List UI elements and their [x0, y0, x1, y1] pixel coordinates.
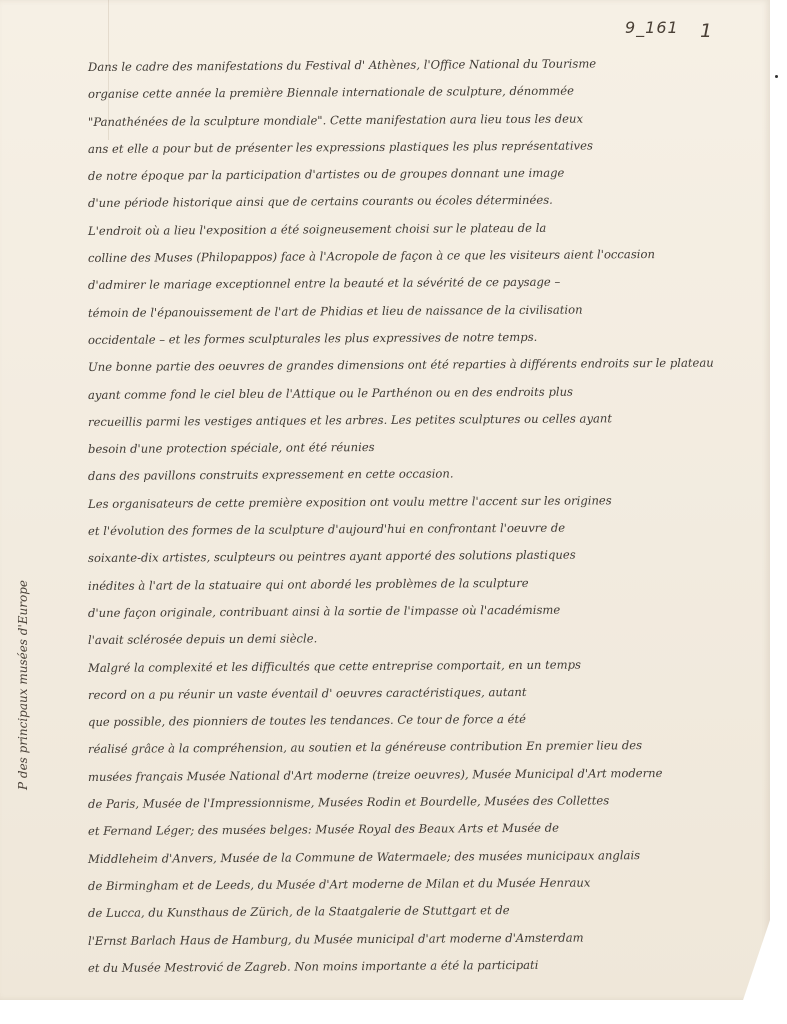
text-line: de notre époque par la participation d'artistes ou de groupes donnant une image [87, 165, 565, 184]
text-line: "Panathénées de la sculpture mondiale". Cette manifestation aura lieu tous les deux [87, 111, 584, 129]
text-line: réalisé grâce à la compréhension, au soutien et la généreuse contribution En premier lieu des [87, 738, 643, 757]
text-line: besoin d'une protection spéciale, ont été réunies [87, 440, 375, 457]
text-line: Les organisateurs de cette première exposition ont voulu mettre l'accent sur les origines [87, 493, 612, 511]
text-line: recueillis parmi les vestiges antiques et les arbres. Les petites sculptures ou celles ayant [87, 411, 613, 429]
text-line: et l'évolution des formes de la sculpture d'aujourd'hui en confrontant l'oeuvre de [87, 520, 566, 539]
text-line: d'une période historique ainsi que de certains courants ou écoles déterminées. [87, 193, 553, 211]
text-line: dans des pavillons construits expressement en cette occasion. [87, 466, 454, 484]
text-line: de Paris, Musée de l'Impressionnisme, Musées Rodin et Bourdelle, Musées des Collettes [87, 793, 610, 812]
text-line: organise cette année la première Biennale internationale de sculpture, dénommée [87, 83, 574, 102]
text-line: et du Musée Mestrović de Zagreb. Non moins importante a été la participati [87, 957, 539, 975]
text-line: l'avait sclérosée depuis un demi siècle. [87, 631, 318, 648]
text-line: d'une façon originale, contribuant ainsi à la sortie de l'impasse où l'académisme [87, 602, 561, 620]
text-line: L'endroit où a lieu l'exposition a été soigneusement choisi sur le plateau de la [87, 220, 547, 238]
text-line: musées français Musée National d'Art moderne (treize oeuvres), Musée Municipal d'Art moderne [87, 765, 663, 784]
handwritten-body [88, 54, 778, 982]
text-line: colline des Muses (Philopappos) face à l'Acropole de façon à ce que les visiteurs aient l'occasion [87, 247, 655, 266]
text-line: ayant comme fond le ciel bleu de l'Attique ou le Parthénon ou en des endroits plus [87, 384, 574, 402]
text-line: d'admirer le mariage exceptionnel entre la beauté et la sévérité de ce paysage – [87, 275, 561, 293]
text-line: de Birmingham et de Leeds, du Musée d'Art moderne de Milan et du Musée Henraux [87, 875, 591, 893]
text-line: Une bonne partie des oeuvres de grandes dimensions ont été reparties à différents endroits sur le plateau [87, 355, 714, 375]
text-line: soixante-dix artistes, sculpteurs ou peintres ayant apporté des solutions plastiques [87, 547, 576, 566]
text-line: et Fernand Léger; des musées belges: Musée Royal des Beaux Arts et Musée de [87, 821, 560, 839]
text-line: Malgré la complexité et les difficultés que cette entreprise comportait, en un temps [87, 657, 581, 675]
text-line: record on a pu réunir un vaste éventail d' oeuvres caractéristiques, autant [87, 684, 527, 702]
page-reference: 9_161 [625, 18, 679, 37]
text-line: que possible, des pionniers de toutes les tendances. Ce tour de force a été [87, 712, 527, 730]
page-number: 1 [700, 20, 713, 42]
text-line: Dans le cadre des manifestations du Festival d' Athènes, l'Office National du Tourisme [87, 56, 597, 74]
text-line: témoin de l'épanouissement de l'art de Phidias et lieu de naissance de la civilisation [87, 302, 583, 320]
text-line: Middleheim d'Anvers, Musée de la Commune de Watermaele; des musées municipaux anglais [87, 847, 641, 866]
text-line: de Lucca, du Kunsthaus de Zürich, de la Staatgalerie de Stuttgart et de [87, 903, 510, 921]
text-line: l'Ernst Barlach Haus de Hamburg, du Musée municipal d'art moderne d'Amsterdam [87, 930, 584, 948]
text-line: ans et elle a pour but de présenter les expressions plastiques les plus représentatives [87, 138, 593, 156]
margin-note: P des principaux musées d'Europe [16, 580, 30, 790]
text-line: occidentale – et les formes sculpturales les plus expressives de notre temps. [87, 329, 538, 347]
text-line: inédites à l'art de la statuaire qui ont abordé les problèmes de la sculpture [87, 575, 529, 593]
